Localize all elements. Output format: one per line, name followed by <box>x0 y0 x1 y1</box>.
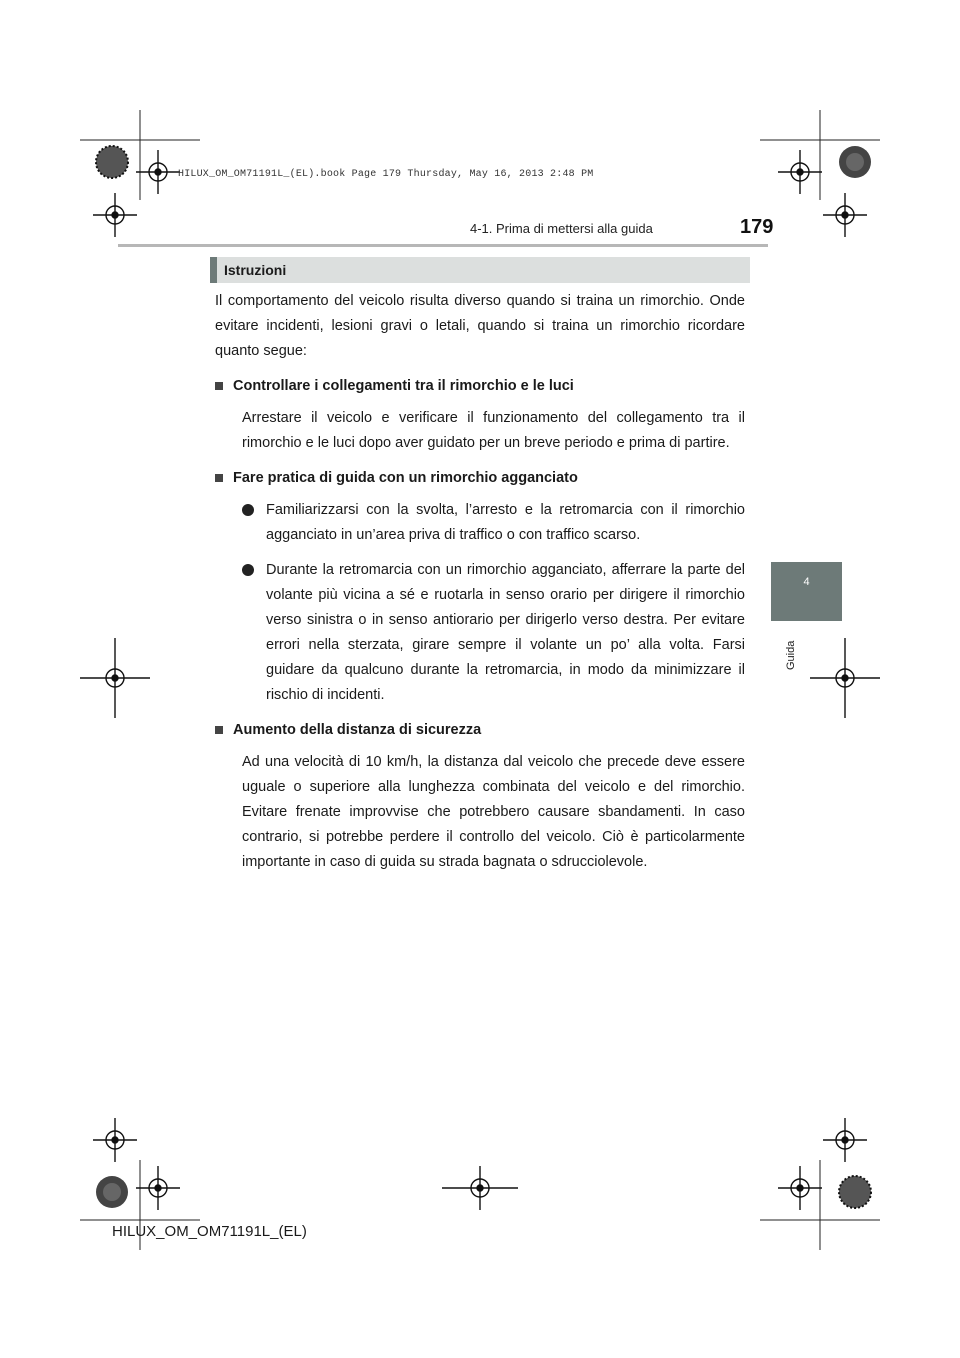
square-bullet-icon <box>215 474 223 482</box>
caution-title: Istruzioni <box>224 262 287 278</box>
section-heading <box>215 374 745 399</box>
caution-bar-marker <box>210 257 217 283</box>
footer-document-code: HILUX_OM_OM71191L_(EL) <box>112 1223 307 1240</box>
bullet-item <box>215 498 745 548</box>
bullet-text: Familiarizzarsi con la svolta, l’arresto e la retromarcia con il rimorchio agganciato in un’area priva di traffico o con traffico scarso. <box>266 502 745 543</box>
section-heading-text: Controllare i collegamenti tra il rimorchio e le luci <box>233 378 574 394</box>
caution-content <box>215 289 745 885</box>
section-text: Ad una velocità di 10 km/h, la distanza dal veicolo che precede deve essere uguale o superiore alla lunghezza combinata del veicolo e del rimorchio. Evitare frenate improvvise che potrebbero causare sbandamenti. In caso contrario, si potrebbe perdere il controllo del veicolo. Ciò è particolarmente importante in caso di guida su strada bagnata o sdrucciolevole. <box>242 754 745 870</box>
round-bullet-icon <box>242 564 254 576</box>
chapter-label-text: Guida <box>785 640 797 670</box>
section-title: 4-1. Prima di mettersi alla guida <box>470 221 653 236</box>
round-bullet-icon <box>242 504 254 516</box>
section-heading <box>215 466 745 491</box>
bullet-text: Durante la retromarcia con un rimorchio agganciato, afferrare la parte del volante più vicina a sé e ruotarla in senso orario per dirigere il rimorchio verso sinistra o in senso antiorario per dirigerlo verso destra. Per evitare errori nella sterzata, girare sempre il volante un po’ alla volta. Farsi guidare da qualcuno durante la retromarcia, in modo da minimizzare il rischio di incidenti. <box>266 562 745 703</box>
section-heading <box>215 718 745 743</box>
caution-intro: Il comportamento del veicolo risulta diverso quando si traina un rimorchio. Onde evitare incidenti, lesioni gravi o letali, quando si traina un rimorchio ricordare quanto segue: <box>215 293 745 359</box>
chapter-label <box>781 632 811 672</box>
bullet-item <box>215 558 745 708</box>
chapter-number: 4 <box>803 576 810 588</box>
page-number: 179 <box>740 216 774 238</box>
section-heading-text: Aumento della distanza di sicurezza <box>233 722 482 738</box>
square-bullet-icon <box>215 382 223 390</box>
square-bullet-icon <box>215 726 223 734</box>
header-rule <box>118 244 768 247</box>
caution-title-bar <box>210 257 750 283</box>
book-file-header: HILUX_OM_OM71191L_(EL).book Page 179 Thursday, May 16, 2013 2:48 PM <box>178 169 594 180</box>
section-heading-text: Fare pratica di guida con un rimorchio agganciato <box>233 470 578 486</box>
section-text: Arrestare il veicolo e verificare il funzionamento del collegamento tra il rimorchio e le luci dopo aver guidato per un breve periodo e prima di partire. <box>242 410 745 451</box>
chapter-tab <box>771 562 842 621</box>
